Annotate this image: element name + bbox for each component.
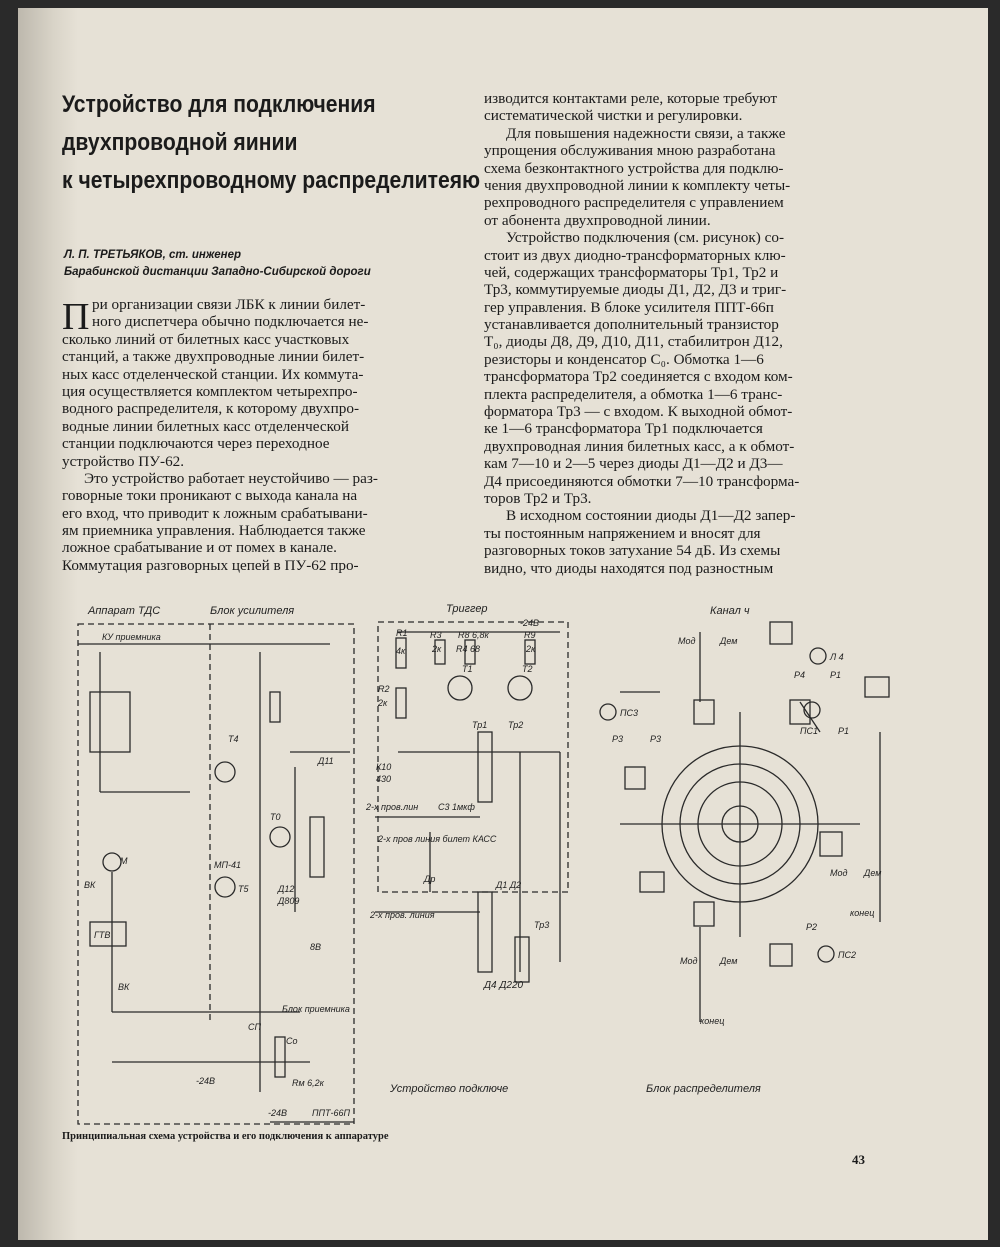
text-line: станций, а также двухпроводные линии билет- xyxy=(62,348,365,366)
label-r1-relay: Р1 xyxy=(838,726,850,736)
text-line: чения двухпроводной линии к комплекту четы- xyxy=(484,176,791,194)
page-number: 43 xyxy=(852,1152,865,1167)
text-line: Тр3, коммутируемые диоды Д1, Д2, Д3 и триг- xyxy=(484,281,787,299)
text-line: ложное срабатывание и от помех в канале. xyxy=(62,539,337,557)
text-line: В исходном состоянии диоды Д1—Д2 запер- xyxy=(506,507,796,525)
text-line: ты постоянным напряжением и вносят для xyxy=(484,524,761,542)
relay-box xyxy=(90,692,130,752)
text-line: рехпроводного распределителя с управлением xyxy=(484,194,784,212)
label-minus24: -24В xyxy=(520,618,540,628)
label-dem: Дем xyxy=(720,636,738,646)
text-line: изводится контактами реле, которые требуют xyxy=(484,90,778,107)
transistor-t4 xyxy=(215,762,235,782)
amp-block xyxy=(770,622,792,644)
label-k10-value: 430 xyxy=(376,774,392,784)
author-name: Л. П. ТРЕТЬЯКОВ, ст. инженер xyxy=(64,249,242,261)
label-dr: Др xyxy=(424,874,436,884)
label-t0: Т0 xyxy=(270,812,281,822)
label-sp: СП xyxy=(248,1022,262,1032)
text-line: разговорных токов затухание 54 дБ. Из схемы xyxy=(484,542,781,560)
label-konec: конец xyxy=(850,908,875,918)
label-apparat: Аппарат ТДС xyxy=(88,605,161,617)
lamp-ps3 xyxy=(600,704,616,720)
label-d4: Д4 Д220 xyxy=(484,980,524,991)
label-mod3: Мод xyxy=(680,956,698,966)
text-line: стоит из двух диодно-трансформаторных клю- xyxy=(484,246,786,264)
label-r3: R3 xyxy=(430,630,442,640)
text-line: плекта распределителя, а обмотка 1—6 транс- xyxy=(484,385,783,403)
text-line: водного распределителя, к которому двухпро- xyxy=(62,400,360,418)
label-mp41: МП-41 xyxy=(214,860,242,870)
label-k10: К10 xyxy=(376,762,392,772)
label-t4: Т4 xyxy=(228,734,239,744)
text-line: гер управления. В блоке усилителя ППТ-66п xyxy=(484,298,774,316)
label-c3: С3 1мкф xyxy=(438,802,475,812)
label-r9-value: 2к xyxy=(526,644,536,654)
text-line: видно, что диоды находятся под разностным xyxy=(484,559,774,577)
text-line: резисторы и конденсатор С₀. Обмотка 1—6 xyxy=(484,350,764,368)
label-r4-relay: Р4 xyxy=(794,670,806,680)
text-line: Коммутация разговорных цепей в ПУ-62 про- xyxy=(62,556,359,574)
figure-caption: Принципиальная схема устройства и его подключения к аппаратуре xyxy=(62,1131,389,1142)
label-rm: Rм 6,2к xyxy=(292,1078,324,1088)
label-p1: Р1 xyxy=(830,670,842,680)
text-line: ного диспетчера обычно подключается не- xyxy=(92,313,369,331)
label-d12: Д12 xyxy=(278,884,295,894)
amp-block xyxy=(820,832,842,856)
text-line: ке 1—6 трансформатора Тр1 подключается xyxy=(484,420,763,438)
label-vk: ВК xyxy=(84,880,96,890)
label-co: Со xyxy=(286,1036,298,1046)
transformer-tp2 xyxy=(478,732,492,802)
label-t5: Т5 xyxy=(238,884,249,894)
label-minus24b: -24В xyxy=(196,1076,216,1086)
label-d809: Д809 xyxy=(278,896,300,906)
text-line: систематической чистки и регулировки. xyxy=(484,107,743,125)
text-line: станции подключаются через переходное xyxy=(62,435,330,453)
label-amp-block: Блок усилителя xyxy=(210,605,295,617)
transistor-t1 xyxy=(448,676,472,700)
transformer-tp1 xyxy=(478,892,492,972)
label-minus24c: -24В xyxy=(268,1108,288,1118)
text-line: от абонента двухпроводной линии. xyxy=(484,211,711,229)
text-line: ных касс отделенческой станции. Их коммута- xyxy=(62,365,364,383)
text-line: кам 7—10 и 2—5 через диоды Д1—Д2 и Д3— xyxy=(484,455,783,473)
label-ps1: ПС1 xyxy=(800,726,819,736)
label-r2: R2 xyxy=(378,684,390,694)
label-vk2: ВК xyxy=(118,982,130,992)
label-gtv: ГТВ xyxy=(94,930,111,940)
label-dem2: Дем xyxy=(864,868,882,878)
circuit-schematic xyxy=(60,592,920,1132)
text-line: ри организации связи ЛБК к линии билет- xyxy=(92,296,366,313)
text-line: двухпроводная линия билетных касс, а к обмот- xyxy=(484,437,795,455)
label-tp2: Тр2 xyxy=(508,720,524,730)
text-line: устанавливается дополнительный транзистор xyxy=(484,316,779,334)
text-line: устройство ПУ-62. xyxy=(62,452,185,470)
label-r3-relay: Р3 xyxy=(612,734,624,744)
label-konec2: конец xyxy=(700,1016,725,1026)
label-r3-value: 2к xyxy=(432,644,442,654)
text-line: Д4 присоединяются обмотки 7—10 трансформа- xyxy=(484,472,800,490)
left-text-column xyxy=(62,296,462,574)
label-receiver-block: Блок приемника xyxy=(282,1004,350,1014)
label-r8: R8 6,8к xyxy=(458,630,489,640)
amp-block xyxy=(640,872,664,892)
label-d11: Д11 xyxy=(318,756,334,766)
text-line: чей, содержащих трансформаторы Тр1, Тр2 и xyxy=(484,263,779,281)
title-line: Устройство для подключения xyxy=(62,91,376,118)
text-line: водные линии билетных касс отделенческой xyxy=(62,417,349,435)
text-line: Т₀, диоды Д8, Д9, Д10, Д11, стабилитрон Д12, xyxy=(484,333,783,351)
resistor-rm xyxy=(275,1037,285,1077)
article-title xyxy=(62,86,481,200)
label-mod2: Мод xyxy=(830,868,848,878)
label-line2b: 2-х пров линия билет КАСС xyxy=(378,834,497,844)
label-r9: R9 xyxy=(524,630,536,640)
label-8v: 8В xyxy=(310,942,322,952)
text-line: схема безконтактного устройства для подклю- xyxy=(484,159,784,177)
label-mod: Мод xyxy=(678,636,696,646)
label-trigger: Триггер xyxy=(446,603,488,615)
label-distributor-block: Блок распределителя xyxy=(646,1083,761,1095)
title-line: двухпроводной яинии xyxy=(62,129,298,156)
label-device: Устройство подключе xyxy=(390,1083,509,1095)
transformer-winding xyxy=(310,817,324,877)
transistor-t2 xyxy=(508,676,532,700)
label-r1: R1 xyxy=(396,628,408,638)
label-tp1: Тр1 xyxy=(472,720,488,730)
label-ku: КУ приемника xyxy=(102,632,161,642)
text-line: упрощения обслуживания мною разработана xyxy=(484,142,776,160)
drop-cap: П xyxy=(62,296,90,338)
label-l4: Л 4 xyxy=(830,652,844,662)
lamp-ps2 xyxy=(818,946,834,962)
amp-block xyxy=(694,700,714,724)
amp-block xyxy=(625,767,645,789)
label-r2-relay: Р2 xyxy=(806,922,818,932)
label-t1: Т1 xyxy=(462,664,473,674)
text-line: Для повышения надежности связи, а также xyxy=(506,124,786,142)
amp-block xyxy=(770,944,792,966)
text-line: Устройство подключения (см. рисунок) со- xyxy=(506,229,784,247)
text-line: трансформатора Тр2 соединяется с входом ком- xyxy=(484,368,793,386)
motor-symbol xyxy=(103,853,121,871)
text-line: сколько линий от билетных касс участковых xyxy=(62,330,350,348)
text-line: ция осуществляется комплектом четырехпро- xyxy=(62,382,358,400)
label-tp3: Тр3 xyxy=(534,920,550,930)
lamp-l4 xyxy=(810,648,826,664)
text-line: его вход, что приводит к ложным срабатывани- xyxy=(62,504,368,522)
text-line: форматора Тр3 — с входом. К выходной обмот- xyxy=(484,403,793,421)
label-channel: Канал ч xyxy=(710,605,750,617)
apparat-frame xyxy=(78,624,354,1124)
title-line: к четырехпроводному распределитеяю xyxy=(62,167,481,194)
label-dem3: Дем xyxy=(720,956,738,966)
text-line: говорные токи проникают с выхода канала на xyxy=(62,487,358,505)
label-r4: R4 68 xyxy=(456,644,481,654)
label-ps3: ПС3 xyxy=(620,708,639,718)
label-p3: Р3 xyxy=(650,734,662,744)
author-byline xyxy=(64,247,494,281)
label-line2a: 2-х пров.лин xyxy=(366,802,419,812)
label-r2-value: 2к xyxy=(378,698,388,708)
transistor-t0 xyxy=(270,827,290,847)
transformer-tp3 xyxy=(515,937,529,982)
text-line: Это устройство работает неустойчиво — раз- xyxy=(84,469,378,487)
text-line: торов Тр2 и Тр3. xyxy=(484,489,592,507)
label-d1d2: Д1 Д2 xyxy=(496,880,522,890)
text-line: ям приемника управления. Наблюдается также xyxy=(62,522,366,540)
label-motor: М xyxy=(120,856,128,866)
amp-block xyxy=(694,902,714,926)
lamp-ps1 xyxy=(804,702,820,718)
transistor-t5 xyxy=(215,877,235,897)
resistor-r2 xyxy=(396,688,406,718)
amp-block xyxy=(865,677,889,697)
label-ppt: ППТ-66П xyxy=(312,1108,351,1118)
label-r1-value: 4к xyxy=(396,646,406,656)
author-affiliation: Барабинской дистанции Западно-Сибирской дороги xyxy=(64,266,371,278)
right-text-column xyxy=(484,90,894,577)
label-line2c: 2-х пров. линия xyxy=(370,910,435,920)
label-t2: Т2 xyxy=(522,664,533,674)
resistor xyxy=(270,692,280,722)
label-ps2: ПС2 xyxy=(838,950,857,960)
